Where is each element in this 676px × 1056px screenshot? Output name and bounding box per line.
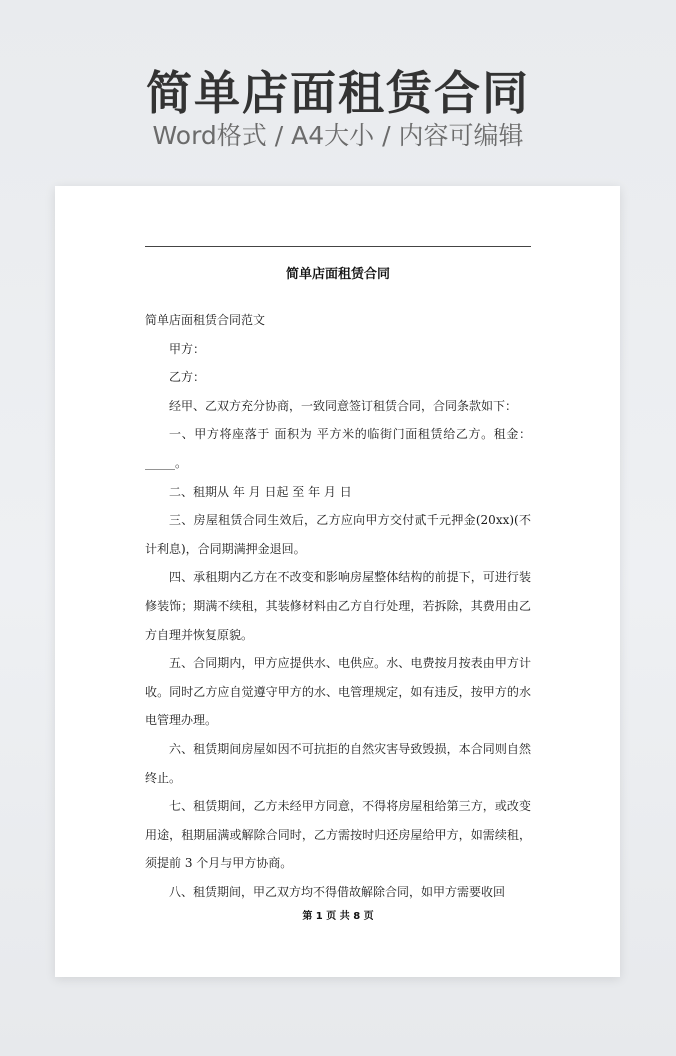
banner-title: 简单店面租赁合同 <box>146 66 530 120</box>
header-divider <box>145 246 531 247</box>
clause-7: 七、租赁期间，乙方未经甲方同意，不得将房屋租给第三方，或改变用途，租期届满或解除合同时，乙方需按时归还房屋给甲方，如需续租，须提前 3 个月与甲方协商。 <box>145 799 531 871</box>
party-a-line: 甲方： <box>169 341 206 356</box>
page-number-footer: 第 1 页 共 8 页 <box>302 911 374 922</box>
clause-2: 二、租期从 年 月 日起 至 年 月 日 <box>169 484 352 499</box>
clause-4: 四、承租期内乙方在不改变和影响房屋整体结构的前提下，可进行装修装饰；期满不续租，其装修材料由乙方自行处理，若拆除，其费用由乙方自理并恢复原貌。 <box>145 570 531 642</box>
banner-subtitle: Word格式 / A4大小 / 内容可编辑 <box>152 121 524 150</box>
party-b-line: 乙方： <box>169 370 206 385</box>
clause-6: 六、租赁期间房屋如因不可抗拒的自然灾害导致毁损，本合同则自然终止。 <box>145 741 531 785</box>
paragraph-heading: 简单店面租赁合同范文 <box>145 313 266 327</box>
document-body <box>145 306 531 906</box>
clause-1: 一、甲方将座落于 面积为 平方米的临街门面租赁给乙方。租金：_____。 <box>145 427 531 470</box>
clause-8: 八、租赁期间，甲乙双方均不得借故解除合同，如甲方需要收回 <box>169 884 506 899</box>
paragraph-intro: 经甲、乙双方充分协商，一致同意签订租赁合同，合同条款如下： <box>169 398 518 413</box>
document-title: 简单店面租赁合同 <box>285 267 390 282</box>
clause-5: 五、合同期内，甲方应提供水、电供应。水、电费按月按表由甲方计收。同时乙方应自觉遵守甲方的水、电管理规定，如有违反，按甲方的水电管理办理。 <box>145 656 531 728</box>
document-page <box>55 186 620 977</box>
clause-3: 三、房屋租赁合同生效后，乙方应向甲方交付贰千元押金(20xx)(不计利息)，合同期满押金退回。 <box>145 513 531 556</box>
